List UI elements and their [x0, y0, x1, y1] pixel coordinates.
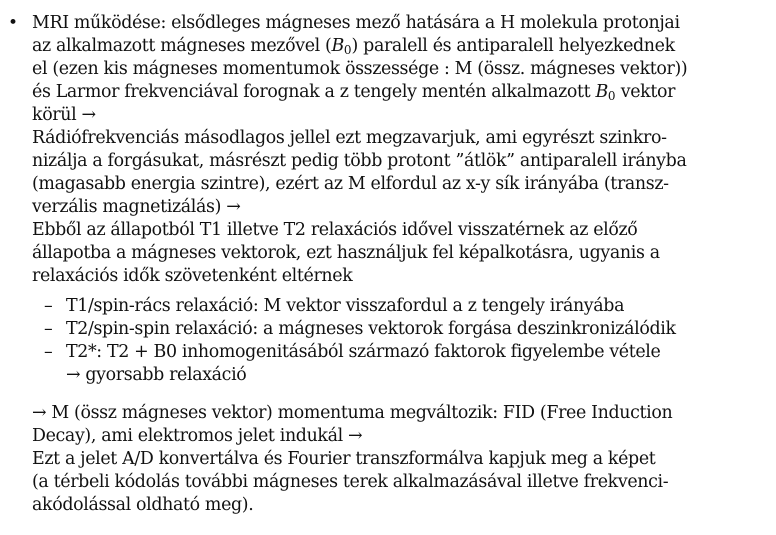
- text-line: akódolással oldható meg).: [32, 495, 254, 515]
- text-line: relaxációs idők szövetenként eltérnek: [32, 266, 353, 286]
- text-line: (a térbeli kódolás további mágneses terek alkalmazásával illetve frekvenci-: [32, 472, 669, 492]
- text-line: verzális magnetizálás) →: [32, 197, 241, 217]
- list-dash: –: [44, 296, 53, 316]
- list-item: T2*: T2 + B0 inhomogenitásából származó faktorok figyelembe vétele: [66, 342, 661, 362]
- text-line: Rádiófrekvenciás másodlagos jellel ezt megzavarjuk, ami egyrészt szinkro-: [32, 128, 667, 148]
- text-line: körül →: [32, 105, 96, 125]
- list-dash: –: [44, 319, 53, 339]
- text-line: (magasabb energia szintre), ezért az M elfordul az x-y sík irányába (transz-: [32, 174, 669, 194]
- list-item-continuation: → gyorsabb relaxáció: [66, 365, 247, 385]
- list-item: T2/spin-spin relaxáció: a mágneses vektorok forgása deszinkronizálódik: [66, 319, 676, 339]
- text-line: Ezt a jelet A/D konvertálva és Fourier transzformálva kapjuk meg a képet: [32, 449, 656, 469]
- list-dash: –: [44, 342, 53, 362]
- text-line: Ebből az állapotból T1 illetve T2 relaxációs idővel visszatérnek az előző: [32, 220, 638, 240]
- text-line: → M (össz mágneses vektor) momentuma megváltozik: FID (Free Induction: [32, 403, 673, 423]
- list-item: T1/spin-rács relaxáció: M vektor visszafordul a z tengely irányába: [66, 296, 625, 316]
- text-line: az alkalmazott mágneses mezővel $(B_0)$ paralell és antiparalell helyezkednek: [32, 36, 675, 57]
- bullet-marker: •: [8, 13, 19, 33]
- text-line: és Larmor frekvenciával forognak a z tengely mentén alkalmazott $B_0$ vektor: [32, 82, 676, 103]
- text-line: Decay), ami elektromos jelet indukál →: [32, 426, 363, 446]
- text-line: MRI működése: elsődleges mágneses mező hatására a H molekula protonjai: [32, 13, 680, 33]
- text-line: el (ezen kis mágneses momentumok összessége : M (össz. mágneses vektor)): [32, 59, 688, 79]
- text-line: nizálja a forgásukat, másrészt pedig több protont ”átlök” antiparalell irányba: [32, 151, 687, 171]
- text-line: állapotba a mágneses vektorok, ezt használjuk fel képalkotásra, ugyanis a: [32, 243, 660, 263]
